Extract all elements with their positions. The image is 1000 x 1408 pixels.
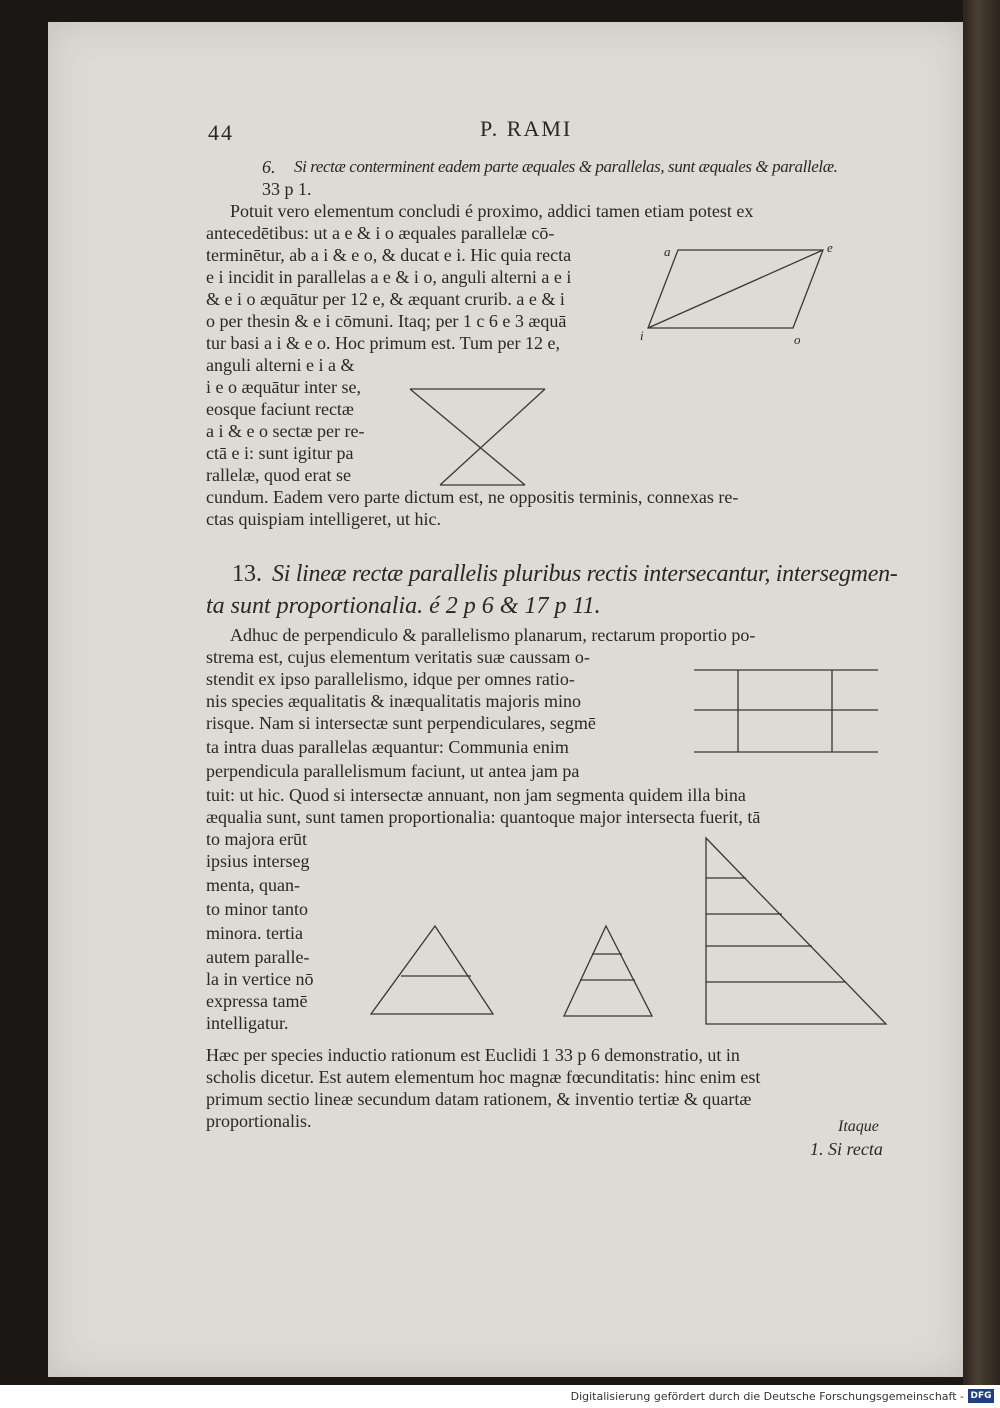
para2-line-11: ipsius interseg [206,851,310,871]
para2-line-2: strema est, cujus elementum veritatis suæ caussam o- [206,647,590,667]
para3-line-4: proportionalis. [206,1111,312,1131]
para2-line-13: to minor tanto [206,899,308,919]
para2-line-18: intelligatur. [206,1013,289,1033]
para1-line-3: terminētur, ab a i & e o, & ducat e i. Hic quia recta [206,245,572,265]
para2-line-9: æqualia sunt, sunt tamen proportionalia: quantoque major intersecta fuerit, tā [206,807,761,827]
section-13-number: 13. [232,561,262,587]
para3-line-2: scholis dicetur. Est autem elementum hoc magnæ fœcunditatis: hinc enim est [206,1067,761,1087]
para1-line-8: anguli alterni e i a & [206,355,355,375]
triangle-figure-2 [560,922,660,1022]
para1-line-6: o per thesin & e i cōmuni. Itaq; per 1 c 6 e 3 æquā [206,311,567,331]
section-6-statement: Si rectæ conterminent eadem parte æquales & parallelas, sunt æquales & parallelæ. [294,157,838,176]
para2-line-1: Adhuc de perpendiculo & parallelismo planarum, rectarum proportio po- [230,625,756,645]
para2-line-4: nis species æqualitatis & inæqualitatis majoris mino [206,691,581,711]
dfg-logo[interactable]: DFG [968,1389,994,1403]
triangle-3-outline [706,838,886,1024]
parallelogram-diagonal [648,250,823,328]
parallelogram-figure [640,240,840,350]
running-title: P. RAMI [480,116,573,141]
para1-line-7: tur basi a i & e o. Hoc primum est. Tum per 12 e, [206,333,560,353]
cross-line-1 [410,389,525,485]
triangle-figure-3 [700,834,895,1029]
para2-line-16: la in vertice nō [206,969,314,989]
para2-line-7: perpendicula parallelismum faciunt, ut antea jam pa [206,761,580,781]
perpendicular-grid-figure [690,664,890,760]
page-number: 44 [208,120,234,145]
para2-line-14: minora. tertia [206,923,303,943]
catchword-itaque: Itaque [838,1118,879,1135]
para2-line-12: menta, quan- [206,875,300,895]
para1-line-9: i e o æquātur inter se, [206,377,361,397]
para1-line-15: ctas quispiam intelligeret, ut hic. [206,509,441,529]
para2-line-5: risque. Nam si intersectæ sunt perpendiculares, segmē [206,713,596,733]
para2-line-3: stendit ex ipso parallelismo, idque per omnes ratio- [206,669,575,689]
label-a: a [664,244,671,259]
label-o: o [794,332,801,347]
triangle-figure-1 [365,920,500,1020]
footer-bar [0,1385,1000,1408]
para1-line-1: Potuit vero elementum concludi é proximo, addici tamen etiam potest ex [230,201,754,221]
section-6-number: 6. [262,157,276,177]
para1-line-12: ctā e i: sunt igitur pa [206,443,354,463]
para1-line-10: eosque faciunt rectæ [206,399,354,419]
crossed-lines-figure [405,385,555,495]
para2-line-17: expressa tamē [206,991,308,1011]
para1-line-5: & e i o æquātur per 12 e, & æquant crurib. a e & i [206,289,565,309]
section-13-statement-line-1: Si lineæ rectæ parallelis pluribus rectis intersecantur, intersegmen- [272,561,898,587]
para2-line-15: autem paralle- [206,947,310,967]
section-13-statement-line-2: ta sunt proportionalia. é 2 p 6 & 17 p 11. [206,593,601,619]
para1-line-2: antecedētibus: ut a e & i o æquales parallelæ cō- [206,223,555,243]
para1-line-11: a i & e o sectæ per re- [206,421,365,441]
label-i: i [640,328,644,343]
para2-line-10: to majora erūt [206,829,307,849]
triangle-1-outline [371,926,493,1014]
section-6-reference: 33 p 1. [262,179,312,199]
catchword-next-section: 1. Si recta [810,1139,883,1159]
cross-line-2 [440,389,545,485]
para1-line-4: e i incidit in parallelas a e & i o, anguli alterni a e i [206,267,572,287]
para2-line-8: tuit: ut hic. Quod si intersectæ annuant, non jam segmenta quidem illa bina [206,785,746,805]
para3-line-3: primum sectio lineæ secundum datam rationem, & inventio tertiæ & quartæ [206,1089,752,1109]
book-spine-edge [963,0,1000,1385]
para1-line-14: cundum. Eadem vero parte dictum est, ne oppositis terminis, connexas re- [206,487,739,507]
triangle-2-outline [564,926,652,1016]
label-e: e [827,240,833,255]
footer-credit-text: Digitalisierung gefördert durch die Deutsche Forschungsgemeinschaft - [570,1390,964,1403]
para1-line-13: rallelæ, quod erat se [206,465,351,485]
para3-line-1: Hæc per species inductio rationum est Euclidi 1 33 p 6 demonstratio, ut in [206,1045,740,1065]
para2-line-6: ta intra duas parallelas æquantur: Communia enim [206,737,569,757]
